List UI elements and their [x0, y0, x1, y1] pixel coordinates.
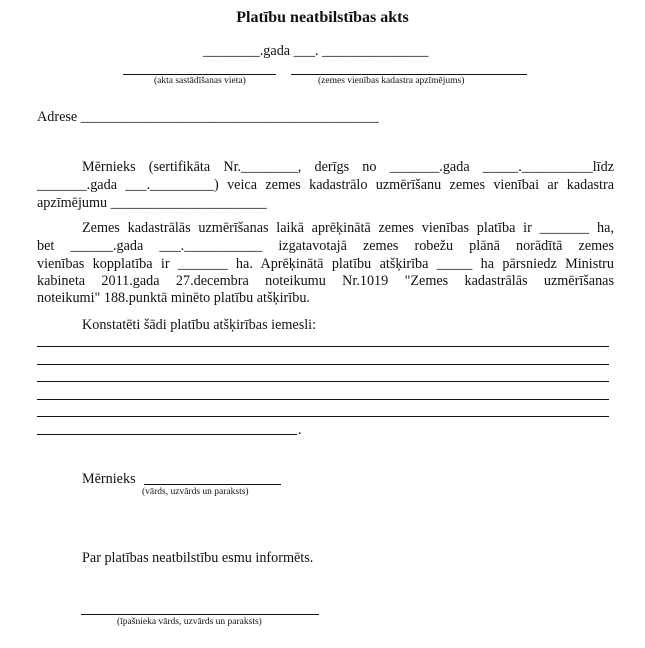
para2-line4: kabineta 2011.gada 27.decembra noteikumu Nr.1019 "Zemes kadastrālās uzmērīšanas	[37, 273, 614, 289]
para2-line5: noteikumi" 188.punktā minēto platību atšķirību.	[37, 290, 310, 306]
date-line: ________.gada ___. _______________	[203, 43, 429, 59]
document-title: Platību neatbilstības akts	[236, 9, 409, 26]
para1-line3: apzīmējumu ______________________	[37, 195, 267, 211]
informed-text: Par platības neatbilstību esmu informēts.	[82, 550, 314, 566]
address-line: Adrese __________________________________________	[37, 109, 379, 125]
para2-line2: bet ______.gada ___.___________ izgatavotajā zemes robežu plānā norādītā zemes	[37, 238, 614, 254]
surveyor-caption: (vārds, uzvārds un paraksts)	[142, 487, 249, 497]
reasons-end: .	[298, 422, 302, 438]
surveyor-label: Mērnieks	[82, 471, 136, 487]
reason-line	[37, 346, 609, 347]
para2-line3: vienības kopplatība ir _______ ha. Aprēķinātā platību atšķirība _____ ha pārsniedz Ministru	[37, 256, 614, 272]
place-caption: (akta sastādīšanas vieta)	[154, 76, 246, 86]
reason-line	[37, 364, 609, 365]
reason-line	[37, 381, 609, 382]
cadastre-line	[291, 74, 527, 75]
reason-line	[37, 416, 609, 417]
owner-signature-line	[81, 614, 319, 615]
reasons-label: Konstatēti šādi platību atšķirības iemesli:	[82, 317, 317, 333]
para1-line2: _______.gada ___._________) veica zemes kadastrālo uzmērīšanu zemes vienībai ar kadastra	[37, 177, 614, 193]
para2-line1: Zemes kadastrālās uzmērīšanas laikā aprēķinātā zemes vienības platība ir _______ ha,	[82, 220, 614, 236]
reason-line-last	[37, 434, 297, 435]
cadastre-caption: (zemes vienības kadastra apzīmējums)	[318, 76, 465, 86]
surveyor-signature-line	[144, 484, 281, 485]
reason-line	[37, 399, 609, 400]
para1-line1: Mērnieks (sertifikāta Nr.________, derīgs no _______.gada _____.__________līdz	[82, 159, 614, 175]
owner-caption: (īpašnieka vārds, uzvārds un paraksts)	[117, 617, 262, 627]
place-line	[123, 74, 276, 75]
